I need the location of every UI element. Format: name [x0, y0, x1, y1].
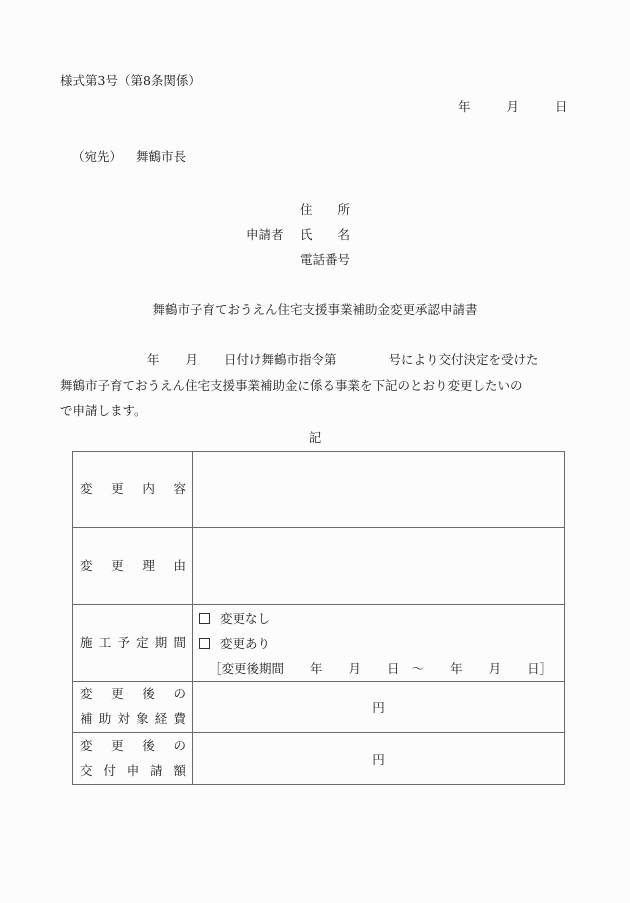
- yen-unit: 円: [372, 751, 385, 767]
- row-change-reason: [73, 528, 565, 605]
- addressee-name: 舞鶴市長: [136, 149, 187, 164]
- change-content-field[interactable]: [193, 452, 565, 528]
- period-start-year[interactable]: 年: [310, 661, 323, 676]
- addressee: [72, 151, 186, 164]
- checkbox-no-change[interactable]: [199, 613, 210, 624]
- period-end-year[interactable]: 年: [450, 661, 463, 676]
- applicant-label: 申請者: [246, 227, 284, 242]
- change-form-table: [72, 451, 565, 785]
- period-end-day[interactable]: 日］: [527, 661, 553, 676]
- period-start-month[interactable]: 月: [348, 661, 362, 676]
- period-end-month[interactable]: 月: [488, 661, 502, 676]
- option-no-change[interactable]: 変更なし: [193, 606, 564, 631]
- change-reason-field[interactable]: [193, 528, 565, 605]
- row-change-content: [73, 452, 565, 528]
- option-changed[interactable]: 変更あり: [193, 631, 564, 656]
- addressee-label: （宛先）: [72, 149, 123, 164]
- label-change-reason: 変 更 理 由: [73, 528, 193, 605]
- form-number: 様式第3号（第8条関係）: [60, 73, 201, 88]
- label-construction-period: 施 工 予 定 期 間: [73, 605, 193, 682]
- address-label: 住 所: [300, 202, 351, 217]
- checkbox-changed[interactable]: [199, 638, 210, 649]
- body-line-1: 年 月 日付け舞鶴市指令第 号により交付決定を受けた: [147, 352, 539, 367]
- document-title: 舞鶴市子育ておうえん住宅支援事業補助金変更承認申請書: [152, 302, 478, 317]
- phone-label: 電話番号: [300, 252, 351, 267]
- row-eligible-cost: [73, 682, 565, 733]
- changed-period: ［変更後期間 年 月 日 ～ 年 月 日］: [209, 661, 553, 676]
- body-line-3: で申請します。: [60, 403, 147, 418]
- row-grant-amount: [73, 733, 565, 785]
- name-label: 氏 名: [300, 227, 351, 242]
- label-eligible-cost: 変 更 後 の 補 助 対 象 経 費: [73, 682, 193, 733]
- date-year: 年: [458, 99, 471, 114]
- period-start-day[interactable]: 日: [387, 661, 400, 676]
- body-line-2: 舞鶴市子育ておうえん住宅支援事業補助金に係る事業を下記のとおり変更したいの: [60, 378, 523, 393]
- tilde: ～: [411, 661, 425, 676]
- yen-unit: 円: [372, 700, 385, 715]
- date-day: 日: [554, 99, 568, 114]
- label-grant-amount: 変 更 後 の 交 付 申 請 額: [73, 733, 193, 785]
- submission-date: [458, 101, 567, 114]
- eligible-cost-field[interactable]: [193, 682, 565, 733]
- date-month: 月: [506, 99, 519, 114]
- record-mark: 記: [308, 430, 322, 445]
- grant-amount-field[interactable]: [193, 733, 565, 785]
- row-construction-period: [73, 605, 565, 682]
- construction-period-field: [193, 605, 565, 682]
- label-change-content: 変 更 内 容: [73, 452, 193, 528]
